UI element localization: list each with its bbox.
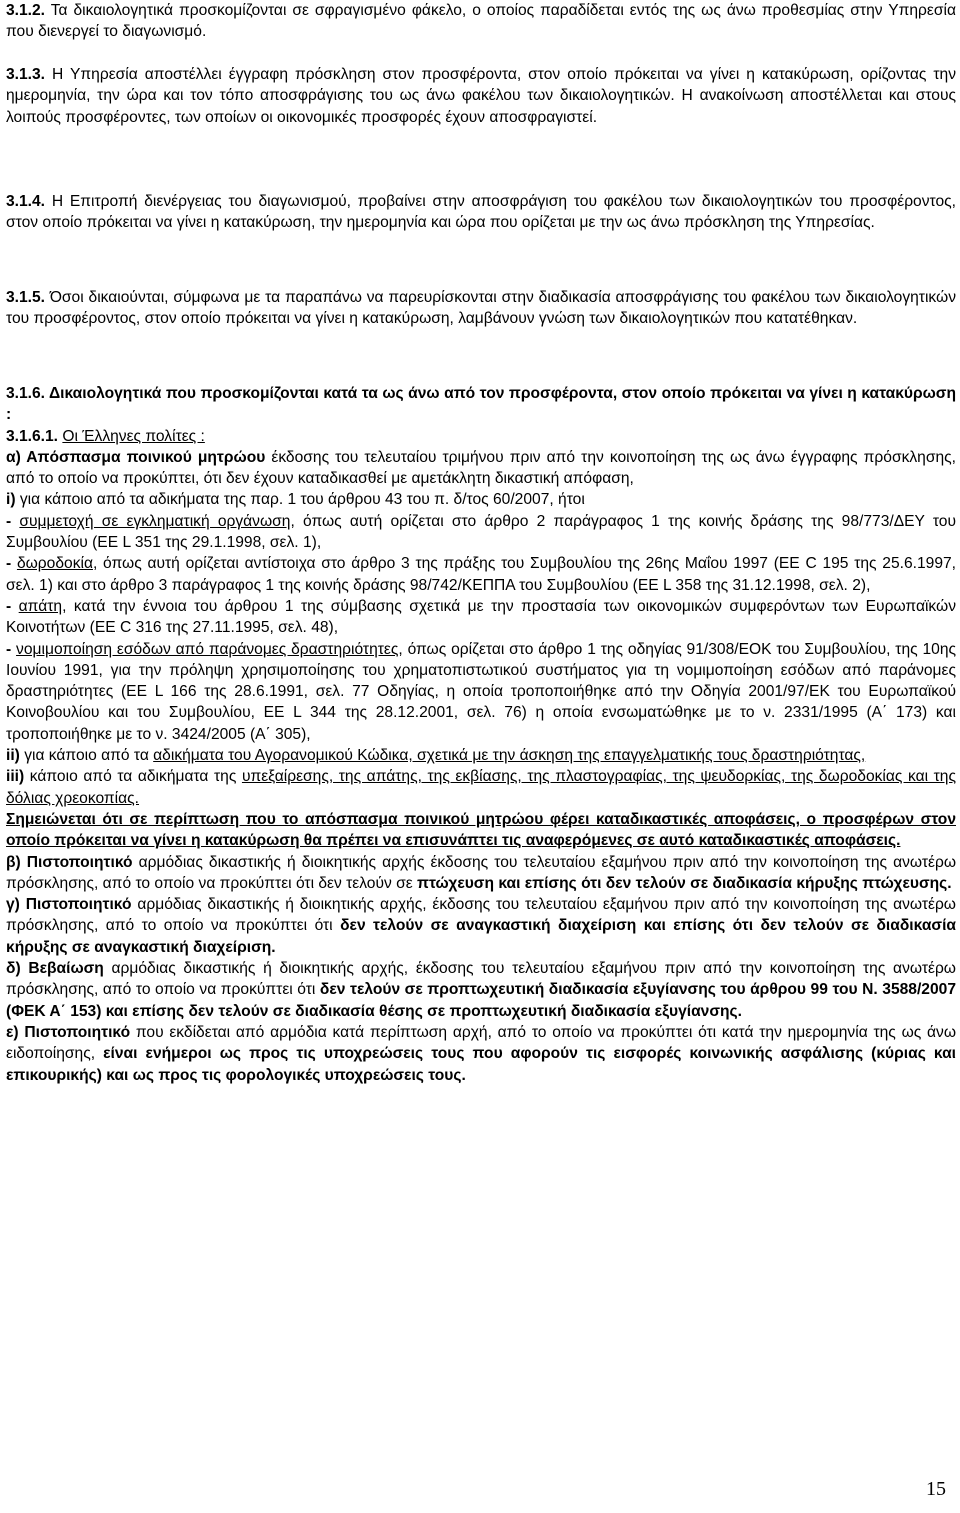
note-paragraph — [6, 809, 956, 852]
item-bold-text: δεν τελούν σε προπτωχευτική διαδικασία εξυγίανσης του άρθρου 99 του Ν. 3588/2007 (ΦΕΚ Α΄ 153) και επίσης δεν τελούν σε διαδικασία θέσης σε προπτωχευτική διαδικασία εξυγίανσης. — [6, 981, 956, 1020]
item-label: iii) — [6, 768, 25, 786]
item-label: i) — [6, 491, 16, 509]
section-number: 3.1.6.1. — [6, 427, 59, 445]
item-text: έκδοσης του τελευταίου τριμήνου πριν από την κοινοποίηση της ως άνω έγγραφης πρόσκλησης, από το οποίο να προκύπτει, ότι δεν έχουν καταδικασθεί με αμετάκλητη δικαστική απόφαση, — [6, 448, 956, 488]
item-text: , κατά την έννοια του άρθρου 1 της σύμβασης σχετικά με την προστασία των οικονομικών συμφερόντων των Ευρωπαϊκών Κοινοτήτων (ΕΕ C 316 της 27.11.1995, σελ. 48), — [6, 597, 957, 637]
item-text: αρμόδιας δικαστικής ή διοικητικής αρχής, έκδοσης του τελευταίου εξαμήνου πριν από την κοινοποίηση της ανωτέρω πρόσκλησης, από το οποίο να προκύπτει ότι — [6, 896, 956, 935]
paragraph-text: Όσοι δικαιούνται, σύμφωνα με τα παραπάνω να παρευρίσκονται στην διαδικασία αποσφράγισης του φακέλου των δικαιολογητικών του προσφέροντος, στον οποίο πρόκειται να γίνει η κατακύρωση, λαμβάνουν γνώση των δικαιολογητικών που κατατέθηκαν. — [6, 289, 956, 328]
item-bold-text: είναι ενήμεροι ως προς τις υποχρεώσεις τους που αφορούν τις εισφορές κοινωνικής ασφάλισης (κύριας και επικουρικής) και ως προς τις φορολογικές υποχρεώσεις τους. — [6, 1045, 957, 1084]
item-label: ε) Πιστοποιητικό — [6, 1023, 131, 1041]
term: αδικήματα του Αγορανομικού Κώδικα, σχετικά με την άσκηση της επαγγελματικής τους δραστηριότητας, — [153, 747, 866, 765]
item-d — [6, 958, 956, 1022]
paragraph-3-1-6-1 — [6, 426, 956, 447]
section-number: 3.1.6. — [6, 385, 46, 402]
item-text: που εκδίδεται από αρμόδια κατά περίπτωση αρχή, από το οποίο να προκύπτει ότι κατά την ημερομηνία της ως άνω ειδοποίησης, — [6, 1023, 956, 1063]
item-a — [6, 447, 956, 490]
term: νομιμοποίηση εσόδων από παράνομες δραστηριότητες — [16, 640, 399, 658]
paragraph-text: Δικαιολογητικά που προσκομίζονται κατά τα ως άνω από τον προσφέροντα, στον οποίο πρόκειται να γίνει η κατακύρωση : — [6, 385, 956, 424]
item-text: για κάποιο από τα — [19, 747, 154, 765]
item-label: α) Απόσπασμα ποινικού μητρώου — [6, 448, 266, 466]
item-text: , όπως αυτή ορίζεται στο άρθρο 2 παράγραφος 1 της κοινής δράσης της 98/773/ΔΕΥ του Συμβουλίου (ΕΕ L 351 της 29.1.1998, σελ. 1), — [6, 512, 956, 552]
dash-item-2 — [6, 553, 956, 596]
dash: - — [6, 597, 19, 615]
item-label: β) Πιστοποιητικό — [6, 853, 133, 871]
term: υπεξαίρεσης, της απάτης, της εκβίασης, της πλαστογραφίας, της ψευδορκίας, της δωροδοκίας και της δόλιας χρεοκοπίας. — [6, 768, 956, 807]
paragraph-text: Η Υπηρεσία αποστέλλει έγγραφη πρόσκληση στον προσφέροντα, στον οποίο πρόκειται να γίνει η κατακύρωση, ορίζοντας την ημερομηνία, την ώρα και τον τόπο αποσφράγισης του ως άνω φακέλου των δικαιολογητικών. Η ανακοίνωση αποστέλλεται και στους λοιπούς προσφέροντες, των οποίων οι οικονομικές προσφορές έχουν αποσφραγιστεί. — [6, 66, 956, 126]
paragraph-3-1-2 — [6, 0, 956, 43]
item-text: , όπως ορίζεται στο άρθρο 1 της οδηγίας 91/308/ΕΟΚ του Συμβουλίου, της 10ης Ιουνίου 1991, για την πρόληψη χρησιμοποίησης του χρηματοπιστωτικού συστήματος για τη νομιμοποίηση εσόδων από παράνομες δραστηριότητες (ΕΕ L 166 της 28.6.1991, σελ. 77 Οδηγίας, η οποία τροποποιήθηκε από την Οδηγία 2001/97/ΕΚ του Ευρωπαϊκού Κοινοβουλίου και του Συμβουλίου, ΕΕ L 344 της 28.12.2001, σελ. 76) η οποία ενσωματώθηκε με το ν. 2331/1995 (Α΄ 173) και τροποποιήθηκε με το ν. 3424/2005 (Α΄ 305), — [6, 640, 957, 743]
item-label: ii) — [6, 747, 20, 765]
item-label: δ) Βεβαίωση — [6, 960, 104, 978]
paragraph-text: Τα δικαιολογητικά προσκομίζονται σε σφραγισμένο φάκελο, ο οποίος παραδίδεται εντός της ως άνω προθεσμίας στην Υπηρεσία που διενεργεί το διαγωνισμό. — [6, 2, 956, 41]
subheading: Οι Έλληνες πολίτες : — [62, 427, 205, 445]
item-i — [6, 489, 956, 510]
section-3-1-6 — [6, 383, 956, 1086]
dash: - — [6, 640, 17, 658]
item-text: για κάποιο από τα αδικήματα της παρ. 1 του άρθρου 43 του π. δ/τος 60/2007, ήτοι — [15, 491, 585, 509]
item-ii — [6, 745, 956, 766]
section-number: 3.1.3. — [6, 66, 46, 83]
dash: - — [6, 555, 17, 573]
dash: - — [6, 512, 20, 530]
item-bold-text: δεν τελούν σε αναγκαστική διαχείριση και επίσης ότι δεν τελούν σε διαδικασία κήρυξης σε αναγκαστική διαχείριση. — [6, 917, 956, 956]
section-number: 3.1.5. — [6, 289, 46, 306]
paragraph-3-1-4 — [6, 191, 956, 234]
paragraph-3-1-5 — [6, 287, 956, 330]
dash-item-4 — [6, 639, 956, 745]
paragraph-text: Η Επιτροπή διενέργειας του διαγωνισμού, προβαίνει στην αποσφράγιση του φακέλου των δικαιολογητικών του προσφέροντος, στον οποίο πρόκειται να γίνει η κατακύρωση, την ημερομηνία και ώρα που ορίζεται με την ως άνω πρόσκληση της Υπηρεσίας. — [6, 193, 956, 232]
item-c — [6, 894, 956, 958]
term: απάτη — [18, 597, 63, 615]
term: δωροδοκία — [16, 555, 93, 573]
page-number: 15 — [926, 1478, 946, 1500]
paragraph-3-1-3 — [6, 64, 956, 128]
item-iii — [6, 766, 956, 809]
dash-item-1 — [6, 511, 956, 554]
paragraph-3-1-6 — [6, 383, 956, 426]
term: συμμετοχή σε εγκληματική οργάνωση — [19, 512, 291, 530]
item-e — [6, 1022, 956, 1086]
note-text: Σημειώνεται ότι σε περίπτωση που το απόσπασμα ποινικού μητρώου φέρει καταδικαστικές αποφάσεις, ο προσφέρων στον οποίο πρόκειται να γίνει η κατακύρωση θα πρέπει να επισυνάπτει τις αναφερόμενες σε αυτό καταδικαστικές αποφάσεις. — [6, 810, 956, 850]
item-text: αρμόδιας δικαστικής ή διοικητικής αρχής, έκδοσης του τελευταίου εξαμήνου πριν από την κοινοποίηση της ανωτέρω πρόσκλησης, από το οποίο να προκύπτει ότι — [6, 960, 956, 999]
section-number: 3.1.4. — [6, 193, 46, 210]
item-b — [6, 852, 956, 895]
item-text: κάποιο από τα αδικήματα της — [24, 768, 242, 786]
item-text: αρμόδιας δικαστικής ή διοικητικής αρχής έκδοσης του τελευταίου εξαμήνου πριν από την κοινοποίηση της ανωτέρω πρόσκλησης, από το οποίο να προκύπτει ότι δεν τελούν σε — [6, 853, 956, 892]
item-text: , όπως αυτή ορίζεται αντίστοιχα στο άρθρο 3 της πράξης του Συμβουλίου της 26ης Μαΐου 1997 (ΕΕ C 195 της 25.6.1997, σελ. 1) και στο άρθρο 3 παράγραφος 1 της κοινής δράσης 98/742/ΚΕΠΠΑ του Συμβουλίου (ΕΕ L 358 της 31.12.1998, σελ. 2), — [6, 555, 956, 594]
section-number: 3.1.2. — [6, 2, 46, 19]
dash-item-3 — [6, 596, 956, 639]
item-label: γ) Πιστοποιητικό — [6, 896, 132, 914]
item-bold-text: πτώχευση και επίσης ότι δεν τελούν σε διαδικασία κήρυξης πτώχευσης. — [417, 874, 952, 892]
